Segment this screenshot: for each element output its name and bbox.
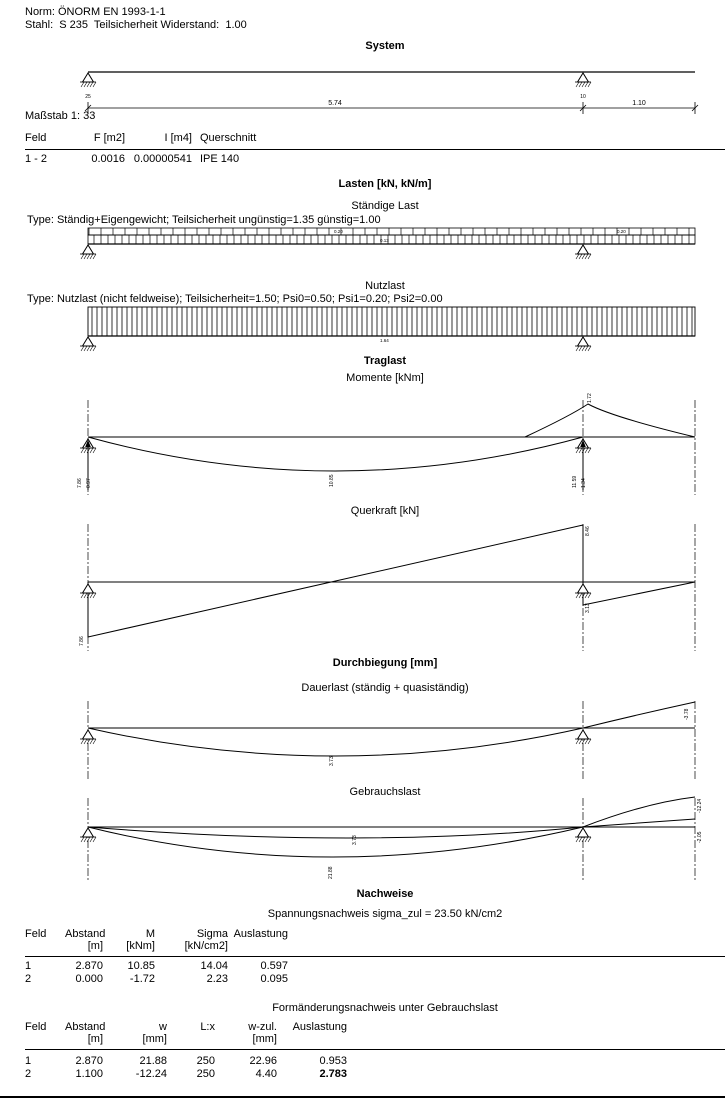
cell: 10.85 xyxy=(127,960,155,972)
cell: 0.095 xyxy=(260,973,288,985)
staendige-last-title: Ständige Last xyxy=(351,200,419,212)
deflection-curve xyxy=(88,702,695,756)
cell: 0.000 xyxy=(75,973,103,985)
nutzlast-title: Nutzlast xyxy=(365,280,405,292)
staendige-last-diagram xyxy=(0,225,725,265)
cell-overutilization: 2.783 xyxy=(319,1068,347,1080)
support-left-icon xyxy=(80,584,96,598)
load-band-lower xyxy=(88,235,695,244)
momente-diagram xyxy=(0,392,725,502)
col-unit: [mm] xyxy=(142,1033,167,1045)
col-header: Abstand xyxy=(65,928,106,940)
shear-cantilever-value: 3.13 xyxy=(585,603,591,613)
traglast-title: Traglast xyxy=(363,355,407,367)
gebrauchslast-title: Gebrauchslast xyxy=(349,786,421,798)
moment-field-value: 10.85 xyxy=(329,474,335,487)
spannung-table-units xyxy=(25,940,288,953)
momente-title: Momente [kNm] xyxy=(346,372,424,384)
deflection-tip-max-value: -12.24 xyxy=(697,798,703,813)
cell: 0.0016 xyxy=(91,153,125,165)
reaction-left-max-label: 7.86 xyxy=(77,478,83,488)
section-table-row xyxy=(25,153,239,166)
axis-dashdot-lines xyxy=(88,701,695,781)
cell: 1.100 xyxy=(75,1068,103,1080)
dim-span-label: 5.74 xyxy=(328,100,342,107)
system-title: System xyxy=(365,40,405,52)
col-header: Auslastung xyxy=(233,928,288,940)
axis-dashdot-lines xyxy=(88,798,695,881)
staendige-type-line: Type: Ständig+Eigengewicht; Teilsicherheit ungünstig=1.35 günstig=1.00 xyxy=(27,214,381,226)
col-unit: [m] xyxy=(87,1033,103,1045)
norm-line: Norm: ÖNORM EN 1993-1-1 xyxy=(25,6,166,18)
cell: 0.00000541 xyxy=(133,153,192,165)
table-row xyxy=(25,1055,347,1068)
cell: 0.597 xyxy=(260,960,288,972)
dim-cantilever-label: 1.10 xyxy=(632,100,646,107)
col-header: L:x xyxy=(200,1021,215,1033)
col-unit xyxy=(25,1033,65,1046)
cell: -1.72 xyxy=(129,973,155,985)
load-band-upper xyxy=(88,228,695,235)
load-value-label: 1.64 xyxy=(380,338,389,343)
cell: 4.40 xyxy=(255,1068,277,1080)
shear-right-value: 8.46 xyxy=(585,526,591,536)
support-left-icon xyxy=(80,73,96,87)
lasten-title: Lasten [kN, kN/m] xyxy=(338,178,432,190)
load-value-label: 0.13 xyxy=(380,238,389,243)
dauerlast-diagram xyxy=(0,696,725,784)
col-unit: [m] xyxy=(87,940,103,952)
table-rule xyxy=(25,1049,725,1050)
col-header: w-zul. xyxy=(248,1021,277,1033)
cell: 2 xyxy=(25,973,32,985)
spannungsnachweis-subtitle: Spannungsnachweis sigma_zul = 23.50 kN/cm2 xyxy=(267,908,503,920)
col-header: F [m2] xyxy=(93,132,125,144)
form-table-units xyxy=(25,1033,347,1046)
support-right-icon xyxy=(575,828,591,842)
querkraft-diagram xyxy=(0,518,725,656)
col-header: Querschnitt xyxy=(200,132,257,144)
cell: 1 - 2 xyxy=(25,153,48,165)
page-bottom-rule xyxy=(0,1096,725,1098)
deflection-tip-value: -3.78 xyxy=(684,708,690,720)
support-right-icon xyxy=(575,584,591,598)
cell: 21.88 xyxy=(139,1055,167,1067)
col-unit: [kNm] xyxy=(126,940,155,952)
shear-curve xyxy=(88,525,695,637)
col-header: I [m4] xyxy=(164,132,192,144)
support-left-icon xyxy=(80,730,96,744)
support-left-label: 25 xyxy=(85,94,91,100)
querkraft-title: Querkraft [kN] xyxy=(350,505,420,517)
table-row xyxy=(25,1068,347,1081)
support-right-label: 10 xyxy=(580,94,586,100)
system-diagram xyxy=(0,58,725,120)
support-left-icon xyxy=(80,337,96,351)
col-header: M xyxy=(145,928,155,940)
deflection-tip-min-value: -2.05 xyxy=(697,831,703,843)
support-left-icon xyxy=(80,245,96,259)
axis-dashdot-lines xyxy=(88,400,695,495)
col-header: Sigma xyxy=(196,928,228,940)
nachweise-title: Nachweise xyxy=(356,888,414,900)
cell: 2.23 xyxy=(206,973,228,985)
durchbiegung-title: Durchbiegung [mm] xyxy=(332,657,438,669)
col-header: Abstand xyxy=(65,1021,106,1033)
col-unit: [mm] xyxy=(252,1033,277,1045)
cell: 14.04 xyxy=(200,960,228,972)
col-header: w xyxy=(159,1021,167,1033)
cell: 1 xyxy=(25,960,32,972)
axis-dashdot-lines xyxy=(88,524,695,651)
dimension-line xyxy=(85,102,698,114)
nutzlast-diagram xyxy=(0,305,725,355)
load-value-label: 0.20 xyxy=(617,229,626,234)
support-right-icon xyxy=(575,337,591,351)
deflection-field-min-value: 3.73 xyxy=(352,835,358,845)
support-right-icon xyxy=(575,245,591,259)
col-unit xyxy=(277,1033,347,1046)
table-rule xyxy=(25,956,725,957)
cell: 250 xyxy=(196,1055,215,1067)
col-unit xyxy=(25,940,65,953)
col-unit xyxy=(228,940,288,953)
nutzlast-type-line: Type: Nutzlast (nicht feldweise); Teilsicherheit=1.50; Psi0=0.50; Psi1=0.20; Psi2=0.00 xyxy=(27,293,443,305)
reaction-right-min-label: 1.34 xyxy=(581,478,587,488)
support-right-icon xyxy=(575,73,591,87)
deflection-field-value: 3.73 xyxy=(329,756,335,766)
table-row xyxy=(25,973,288,986)
cell: IPE 140 xyxy=(200,153,240,165)
support-right-icon xyxy=(575,730,591,744)
moment-support-value: 1.72 xyxy=(587,393,593,403)
col-header: Feld xyxy=(25,132,47,144)
col-unit: [kN/cm2] xyxy=(184,940,228,952)
col-header: Auslastung xyxy=(292,1021,347,1033)
col-unit xyxy=(167,1033,215,1046)
deflection-min-curve xyxy=(88,819,695,838)
support-left-icon xyxy=(80,828,96,842)
cell: 2.870 xyxy=(75,960,103,972)
load-band xyxy=(88,307,695,336)
moment-field-curve xyxy=(88,437,583,471)
cell: 2.870 xyxy=(75,1055,103,1067)
formaenderungsnachweis-subtitle: Formänderungsnachweis unter Gebrauchslast xyxy=(272,1002,498,1014)
deflection-field-max-value: 21.88 xyxy=(328,866,334,879)
cell: 250 xyxy=(196,1068,215,1080)
cell: 1 xyxy=(25,1055,32,1067)
cell: 2 xyxy=(25,1068,32,1080)
dauerlast-title: Dauerlast (ständig + quasiständig) xyxy=(301,682,469,694)
section-table-header xyxy=(25,132,256,145)
col-header: Feld xyxy=(25,928,47,940)
shear-left-value: 7.86 xyxy=(79,636,85,646)
reaction-right-max-label: 11.59 xyxy=(572,475,578,488)
table-row xyxy=(25,960,288,973)
cell: 0.953 xyxy=(319,1055,347,1067)
table-rule xyxy=(25,149,725,150)
moment-support-peak-curve xyxy=(525,404,695,437)
cell: -12.24 xyxy=(135,1068,167,1080)
col-header: Feld xyxy=(25,1021,47,1033)
scale-label: Maßstab 1: 33 xyxy=(25,110,96,122)
load-value-label: 0.20 xyxy=(334,229,343,234)
reaction-left-min-label: 0.97 xyxy=(86,478,92,488)
cell: 22.96 xyxy=(249,1055,277,1067)
gebrauchslast-diagram xyxy=(0,795,725,887)
stahl-line: Stahl: S 235 Teilsicherheit Widerstand: 1.00 xyxy=(25,19,247,31)
